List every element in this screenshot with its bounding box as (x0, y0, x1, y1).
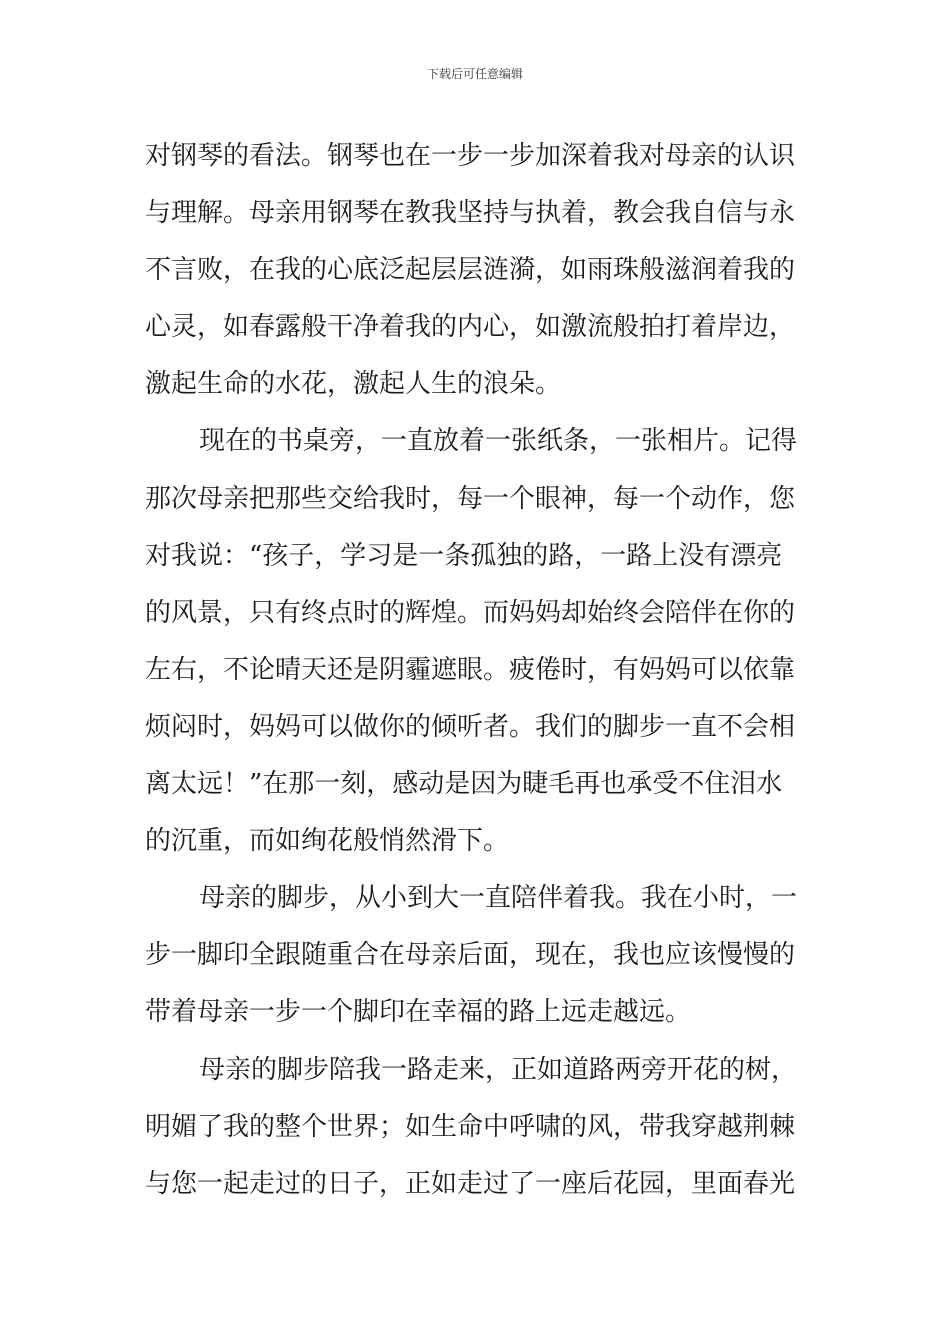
text-line: 烦闷时，妈妈可以做你的倾听者。我们的脚步一直不会相 (145, 711, 796, 742)
text-line: 与您一起走过的日子，正如走过了一座后花园，里面春光 (145, 1168, 796, 1199)
text-line: 心灵，如春露般干净着我的内心，如激流般拍打着岸边， (145, 312, 796, 343)
page-header: 下载后可任意编辑 (426, 67, 523, 81)
text-line: 的沉重，而如绚花般悄然滑下。 (145, 826, 510, 857)
document-body (145, 128, 807, 1213)
text-line: 不言败，在我的心底泛起层层涟漪，如雨珠般滋润着我的 (145, 255, 796, 286)
text-line: 激起生命的水花，激起人生的浪朵。 (145, 369, 562, 400)
text-line: 离太远！”在那一刻，感动是因为睫毛再也承受不住泪水 (145, 769, 783, 800)
text-line: 带着母亲一步一个脚印在幸福的路上远走越远。 (145, 997, 692, 1028)
text-line: 左右，不论晴天还是阴霾遮眼。疲倦时，有妈妈可以依靠 (145, 654, 796, 685)
text-line: 那次母亲把那些交给我时，每一个眼神，每一个动作，您 (145, 483, 796, 514)
text-line: 对钢琴的看法。钢琴也在一步一步加深着我对母亲的认识 (145, 141, 796, 171)
text-line: 对我说：“孩子，学习是一条孤独的路，一路上没有漂亮 (145, 540, 783, 571)
paragraph-first-line: 现在的书桌旁，一直放着一张纸条，一张相片。记得 (199, 426, 798, 457)
text-line: 步一脚印全跟随重合在母亲后面，现在，我也应该慢慢的 (145, 940, 796, 971)
paragraph-first-line: 母亲的脚步，从小到大一直陪伴着我。我在小时，一 (199, 883, 798, 914)
text-line: 明媚了我的整个世界；如生命中呼啸的风，带我穿越荆棘 (145, 1111, 796, 1142)
text-line: 的风景，只有终点时的辉煌。而妈妈却始终会陪伴在你的 (145, 597, 796, 628)
text-line: 与理解。母亲用钢琴在教我坚持与执着，教会我自信与永 (145, 198, 796, 229)
paragraph-first-line: 母亲的脚步陪我一路走来，正如道路两旁开花的树， (199, 1054, 798, 1085)
